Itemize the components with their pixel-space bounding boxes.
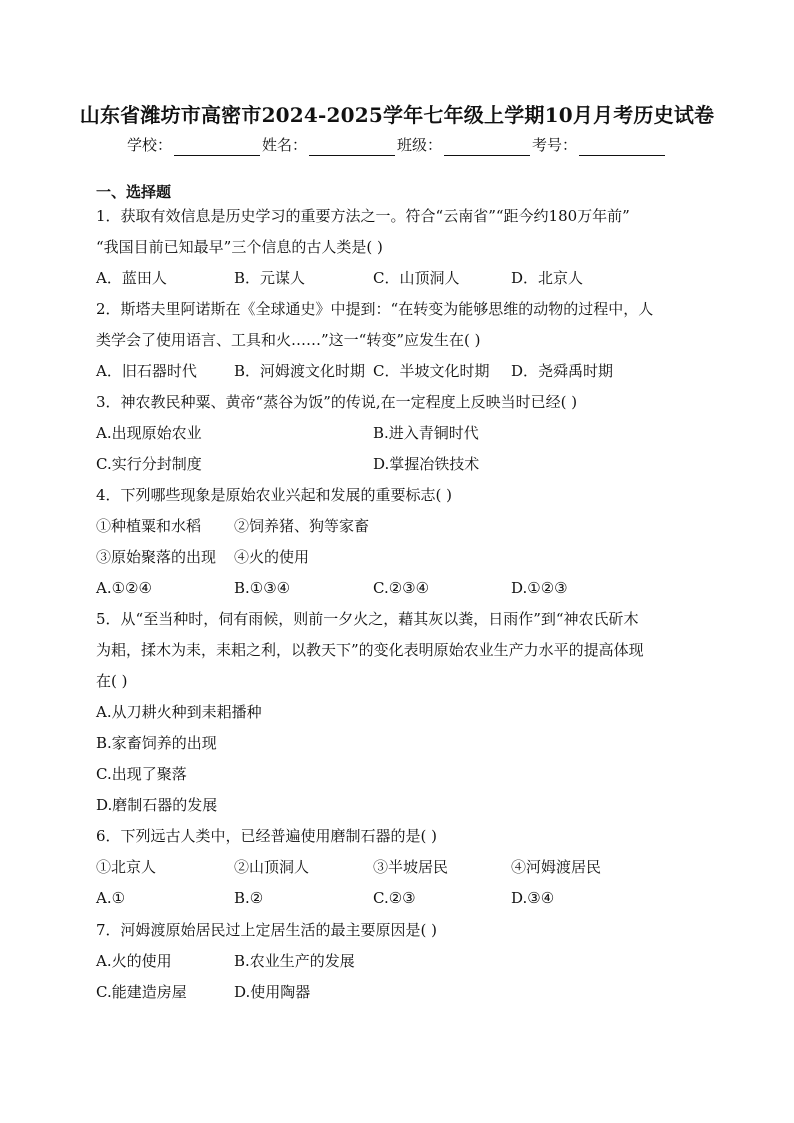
question-2-option-b[interactable]: B．河姆渡文化时期: [234, 362, 366, 380]
question-6-option-d[interactable]: D.③④: [511, 889, 555, 907]
question-1-stem-line-1: 1．获取有效信息是历史学习的重要方法之一。符合“云南省”“距今约180万年前”: [96, 207, 630, 225]
question-3-stem-line-1: 3．神农教民种粟、黄帝“蒸谷为饭”的传说,在一定程度上反映当时已经( ): [96, 393, 578, 411]
question-4-option-b[interactable]: B.①③④: [234, 579, 291, 597]
question-1-option-b[interactable]: B．元谋人: [234, 269, 306, 287]
question-1-stem-line-2: “我国目前已知最早”三个信息的古人类是( ): [96, 238, 383, 256]
question-4-option-c[interactable]: C.②③④: [373, 579, 430, 597]
name-label: 姓名：: [261, 136, 307, 154]
question-6-option-a[interactable]: A.①: [96, 889, 126, 907]
question-4-item-1: ①种植粟和水稻: [96, 517, 202, 535]
question-3-option-c[interactable]: C.实行分封制度: [96, 455, 202, 473]
question-2-stem-line-2: 类学会了使用语言、工具和火……”这一“转变”应发生在( ): [96, 331, 481, 349]
question-6-item-4: ④河姆渡居民: [511, 858, 602, 876]
question-2-option-d[interactable]: D．尧舜禹时期: [511, 362, 614, 380]
question-4-item-3: ③原始聚落的出现: [96, 548, 217, 566]
question-5-stem-line-3: 在( ): [96, 672, 128, 690]
question-6-option-c[interactable]: C.②③: [373, 889, 416, 907]
question-5-option-d[interactable]: D.磨制石器的发展: [96, 796, 218, 814]
question-2-option-c[interactable]: C．半坡文化时期: [373, 362, 490, 380]
number-label: 考号：: [532, 136, 578, 154]
question-5-stem-line-2: 为耜，揉木为耒，耒耜之利，以教天下”的变化表明原始农业生产力水平的提高体现: [96, 641, 644, 659]
school-blank[interactable]: [174, 139, 260, 156]
question-1-option-c[interactable]: C．山顶洞人: [373, 269, 460, 287]
question-7-option-d[interactable]: D.使用陶器: [234, 983, 311, 1001]
question-2-option-a[interactable]: A．旧石器时代: [96, 362, 197, 380]
school-label: 学校：: [126, 136, 172, 154]
class-label: 班级：: [397, 136, 443, 154]
question-5-option-b[interactable]: B.家畜饲养的出现: [96, 734, 217, 752]
question-3-option-b[interactable]: B.进入青铜时代: [373, 424, 479, 442]
question-1-option-d[interactable]: D．北京人: [511, 269, 584, 287]
question-4-option-d[interactable]: D.①②③: [511, 579, 568, 597]
question-2-stem-line-1: 2．斯塔夫里阿诺斯在《全球通史》中提到：“在转变为能够思维的动物的过程中，人: [96, 300, 654, 318]
question-6-item-1: ①北京人: [96, 858, 157, 876]
section-heading: 一、选择题: [96, 183, 172, 201]
question-5-stem-line-1: 5．从“至当种时，伺有雨候，则前一夕火之，藉其灰以粪，日雨作”到“神农氏斫木: [96, 610, 639, 628]
exam-title: 山东省潍坊市高密市2024-2025学年七年级上学期10月月考历史试卷: [79, 103, 715, 127]
question-7-option-c[interactable]: C.能建造房屋: [96, 983, 187, 1001]
question-5-option-a[interactable]: A.从刀耕火种到耒耜播种: [96, 703, 262, 721]
question-7-option-a[interactable]: A.火的使用: [96, 952, 172, 970]
student-info-row: [0, 134, 794, 156]
name-blank[interactable]: [309, 139, 395, 156]
question-6-item-2: ②山顶洞人: [234, 858, 310, 876]
question-7-stem-line-1: 7．河姆渡原始居民过上定居生活的最主要原因是( ): [96, 921, 438, 939]
number-blank[interactable]: [579, 139, 665, 156]
question-6-option-b[interactable]: B.②: [234, 889, 264, 907]
question-5-option-c[interactable]: C.出现了聚落: [96, 765, 187, 783]
question-3-option-d[interactable]: D.掌握冶铁技术: [373, 455, 480, 473]
question-6-stem-line-1: 6．下列远古人类中，已经普遍使用磨制石器的是( ): [96, 827, 438, 845]
question-6-item-3: ③半坡居民: [373, 858, 449, 876]
question-3-option-a[interactable]: A.出现原始农业: [96, 424, 202, 442]
question-4-item-4: ④火的使用: [234, 548, 310, 566]
question-4-stem-line-1: 4．下列哪些现象是原始农业兴起和发展的重要标志( ): [96, 486, 453, 504]
question-1-option-a[interactable]: A．蓝田人: [96, 269, 167, 287]
question-4-item-2: ②饲养猪、狗等家畜: [234, 517, 370, 535]
question-7-option-b[interactable]: B.农业生产的发展: [234, 952, 355, 970]
question-4-option-a[interactable]: A.①②④: [96, 579, 152, 597]
class-blank[interactable]: [444, 139, 530, 156]
